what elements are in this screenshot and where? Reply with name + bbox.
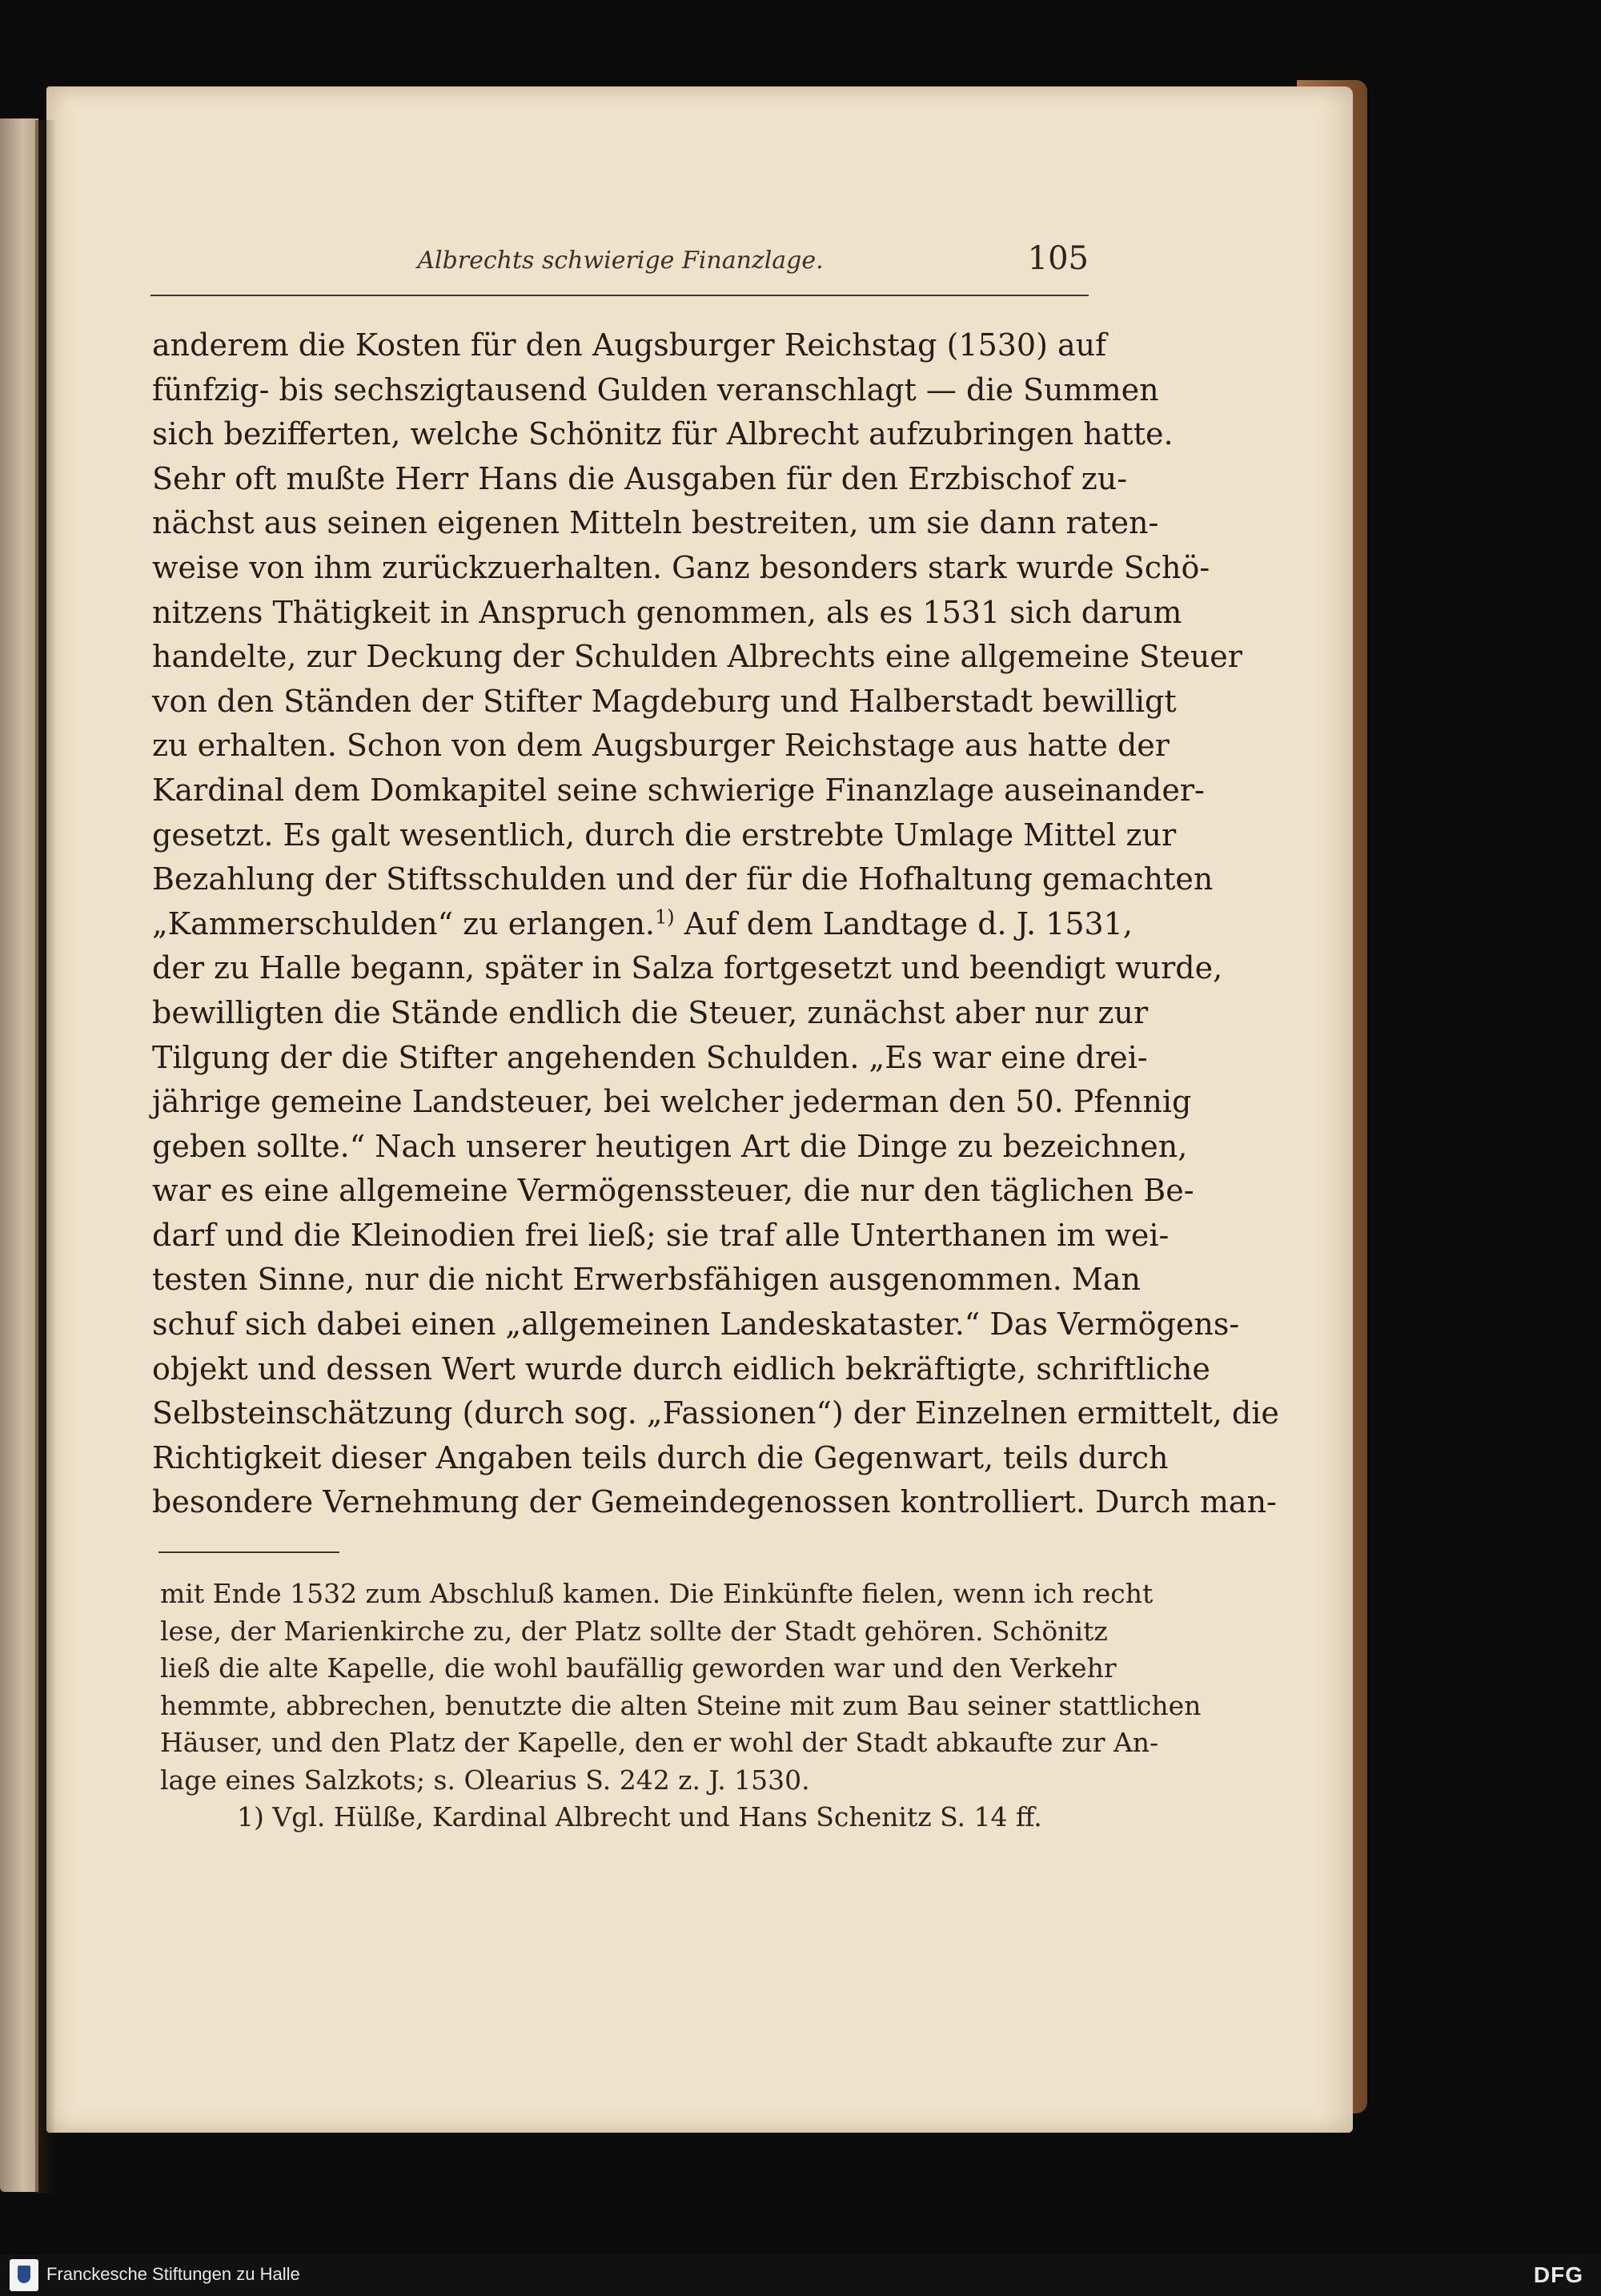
running-title: Albrechts schwierige Finanzlage. bbox=[417, 247, 824, 275]
text-line: besondere Vernehmung der Gemeindegenossen kontrolliert. Durch man- bbox=[152, 1484, 1277, 1520]
text-line: schuf sich dabei einen „allgemeinen Landeskataster.“ Das Vermögens- bbox=[152, 1307, 1240, 1343]
text-line: bewilligten die Stände endlich die Steuer, zunächst aber nur zur bbox=[152, 994, 1149, 1030]
institution-name: Franckesche Stiftungen zu Halle bbox=[46, 2264, 300, 2284]
text-fragment: „Kammerschulden“ zu erlangen. bbox=[152, 905, 656, 941]
text-line: gesetzt. Es galt wesentlich, durch die erstrebte Umlage Mittel zur bbox=[152, 817, 1177, 853]
text-line: Richtigkeit dieser Angaben teils durch die Gegenwart, teils durch bbox=[152, 1439, 1169, 1475]
footnote-rule bbox=[158, 1551, 339, 1553]
footnote-1: 1) Vgl. Hülße, Kardinal Albrecht und Hans Schenitz S. 14 ff. bbox=[237, 1801, 1042, 1832]
text-line: war es eine allgemeine Vermögenssteuer, die nur den täglichen Be- bbox=[152, 1173, 1194, 1209]
main-text bbox=[152, 323, 1279, 1525]
footnote-ref: 1) bbox=[655, 905, 675, 929]
left-page-edge bbox=[0, 118, 38, 2192]
text-line: der zu Halle begann, später in Salza fortgesetzt und beendigt wurde, bbox=[152, 950, 1223, 986]
text-line: fünfzig- bis sechszigtausend Gulden veranschlagt — die Summen bbox=[152, 371, 1159, 407]
text-line: von den Ständen der Stifter Magdeburg und Halberstadt bewilligt bbox=[152, 683, 1177, 719]
dfg-logo: DFG bbox=[1533, 2262, 1583, 2287]
text-line-with-footnote-ref bbox=[152, 902, 1133, 947]
footnote-line: ließ die alte Kapelle, die wohl baufällig geworden war und den Verkehr bbox=[160, 1652, 1117, 1684]
text-line: jährige gemeine Landsteuer, bei welcher jederman den 50. Pfennig bbox=[152, 1084, 1192, 1120]
footnote-line: lage eines Salzkots; s. Olearius S. 242 z. J. 1530. bbox=[160, 1764, 810, 1796]
footnote-line: lese, der Marienkirche zu, der Platz sollte der Stadt gehören. Schönitz bbox=[160, 1615, 1108, 1647]
page-header bbox=[152, 240, 1089, 288]
text-line: nächst aus seinen eigenen Mitteln bestreiten, um sie dann raten- bbox=[152, 505, 1159, 541]
text-line: darf und die Kleinodien frei ließ; sie traf alle Unterthanen im wei- bbox=[152, 1217, 1170, 1253]
text-line: Bezahlung der Stiftsschulden und der für die Hofhaltung gemachten bbox=[152, 861, 1214, 897]
text-line: testen Sinne, nur die nicht Erwerbsfähigen ausgenommen. Man bbox=[152, 1262, 1141, 1298]
footnotes bbox=[160, 1575, 1202, 1836]
text-line: anderem die Kosten für den Augsburger Reichstag (1530) auf bbox=[152, 327, 1107, 363]
spine-shadow bbox=[35, 120, 56, 2194]
footnote-line: Häuser, und den Platz der Kapelle, den er wohl der Stadt abkaufte zur An- bbox=[160, 1727, 1159, 1758]
text-fragment: Auf dem Landtage d. J. 1531, bbox=[674, 905, 1133, 941]
text-line: sich bezifferten, welche Schönitz für Albrecht aufzubringen hatte. bbox=[152, 416, 1174, 452]
text-line: objekt und dessen Wert wurde durch eidlich bekräftigte, schriftliche bbox=[152, 1351, 1210, 1387]
footnote-line: hemmte, abbrechen, benutzte die alten Steine mit zum Bau seiner stattlichen bbox=[160, 1689, 1202, 1721]
text-line: Sehr oft mußte Herr Hans die Ausgaben für den Erzbischof zu- bbox=[152, 460, 1128, 496]
header-rule bbox=[150, 295, 1089, 296]
text-line: nitzens Thätigkeit in Anspruch genommen, als es 1531 sich darum bbox=[152, 594, 1182, 630]
text-line: Selbsteinschätzung (durch sog. „Fassionen“) der Einzelnen ermittelt, die bbox=[152, 1395, 1279, 1431]
text-line: geben sollte.“ Nach unserer heutigen Art die Dinge zu bezeichnen, bbox=[152, 1128, 1188, 1164]
footnote-line: mit Ende 1532 zum Abschluß kamen. Die Einkünfte fielen, wenn ich recht bbox=[160, 1578, 1154, 1609]
text-line: weise von ihm zurückzuerhalten. Ganz besonders stark wurde Schö- bbox=[152, 549, 1210, 585]
text-line: zu erhalten. Schon von dem Augsburger Reichstage aus hatte der bbox=[152, 728, 1170, 764]
institution-logo-icon bbox=[10, 2259, 38, 2291]
text-line: Tilgung der die Stifter angehenden Schulden. „Es war eine drei- bbox=[152, 1039, 1148, 1075]
text-line: Kardinal dem Domkapitel seine schwierige Finanzlage auseinander- bbox=[152, 772, 1205, 808]
page-number: 105 bbox=[1027, 240, 1089, 277]
text-line: handelte, zur Deckung der Schulden Albrechts eine allgemeine Steuer bbox=[152, 639, 1242, 675]
